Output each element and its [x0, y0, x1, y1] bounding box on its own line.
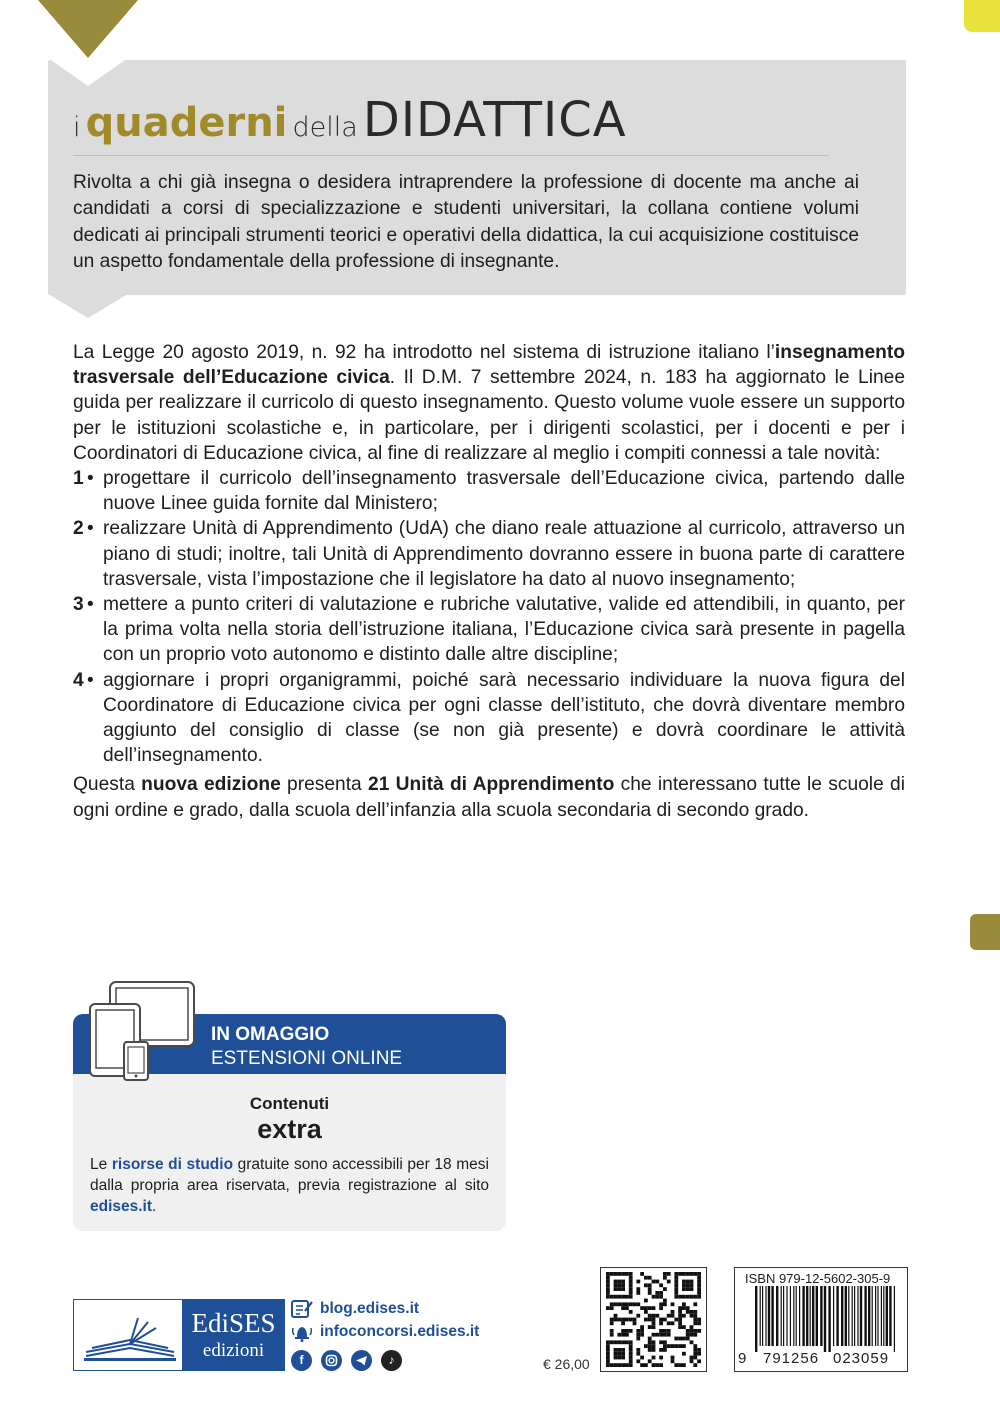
mid-right-gold-tab: [970, 914, 1000, 950]
list-item-text: aggiornare i propri organigrammi, poiché sarà necessario individuare la nuova figura del Coordinatore di Educazione civica per ogni classe dell’istituto, che dovrà diventare membro aggiunto del consiglio di classe (se non già presente) e dovrà coordinare le attività dell’insegnamento.: [103, 669, 905, 767]
omaggio-extra: extra: [257, 1114, 322, 1144]
series-panel-notch: [48, 58, 128, 86]
intro-text-continued: . Il D.M. 7 settembre 2024, n. 183 ha aggiornato le Linee guida per realizzare il curricolo di questo insegnamento. Questo volume vuole essere un supporto per le istituzioni scolastiche e, in particolare, per i dirigenti scolastici, per i docenti e per i Coordinatori di Educazione civica, al fine di realizzare al meglio i compiti connessi a tale novità:: [73, 367, 905, 464]
blog-link[interactable]: blog.edises.it: [320, 1300, 420, 1317]
info-link[interactable]: infoconcorsi.edises.it: [320, 1323, 480, 1340]
series-title-highlight: quaderni: [85, 100, 288, 146]
series-description: Rivolta a chi già insegna o desidera intraprendere la professione di docente ma anche ai candidati a corsi di specializzazione e studenti universitari, la collana contiene volumi dedicati ai principali strumenti teorici e operativi della didattica, la cui acquisizione costituisce un aspetto fondamentale della professione di insegnante.: [73, 172, 860, 272]
omaggio-desc-end: .: [152, 1198, 157, 1215]
devices-icon: [88, 980, 198, 1096]
facebook-icon[interactable]: f: [291, 1350, 312, 1371]
instagram-icon[interactable]: [321, 1350, 342, 1371]
closing-paragraph: [73, 772, 905, 822]
omaggio-desc-text-continued: gratuite sono accessibili per 18 mesi dalla propria area riservata, previa registrazione al sito: [90, 1156, 489, 1194]
omaggio-site-link[interactable]: edises.it: [90, 1198, 153, 1215]
series-panel-pointer: [48, 294, 128, 318]
publisher-sub: edizioni: [202, 1340, 265, 1361]
list-bullet: •: [87, 518, 94, 540]
closing-text-mid: presenta: [280, 774, 369, 796]
series-divider: [73, 155, 829, 156]
isbn-label: ISBN 979-12-5602-305-9: [745, 1271, 891, 1286]
list-item: [73, 516, 905, 592]
list-number: 3: [73, 594, 84, 616]
closing-text-end: che interessano tutte le scuole di ogni ordine e grado, dalla scuola dell’infanzia alla scuola secondaria di secondo grado.: [73, 774, 905, 821]
list-item: [73, 592, 905, 668]
tiktok-icon[interactable]: ♪: [381, 1350, 402, 1371]
intro-paragraph: [73, 340, 905, 466]
intro-bold-text: insegnamento trasversale dell’Educazione civica: [73, 342, 905, 389]
barcode-digits-left: 791256: [763, 1350, 820, 1367]
barcode-digit-first: 9: [738, 1350, 747, 1367]
omaggio-contenuti: Contenuti: [249, 1094, 330, 1113]
omaggio-desc-text: Le: [90, 1156, 112, 1173]
closing-bold-units: 21 Unità di Apprendimento: [368, 774, 615, 796]
list-item-text: progettare il curricolo dell’insegnamento trasversale dell’Educazione civica, partendo dalle nuove Linee guida fornite dal Ministero;: [103, 468, 905, 515]
list-item-text: realizzare Unità di Apprendimento (UdA) che diano reale attuazione al curricolo, attraverso un piano di studi; inoltre, tali Unità di Apprendimento dovranno essere in buona parte di carattere trasversale, vista l’impostazione che il legislatore ha dato al nuovo insegnamento;: [103, 518, 905, 590]
blog-icon: [291, 1299, 313, 1319]
omaggio-description: [90, 1154, 489, 1217]
omaggio-subtitle: ESTENSIONI ONLINE: [211, 1048, 403, 1069]
novelty-list: [73, 466, 905, 768]
qr-code-frame: [600, 1267, 707, 1372]
bell-icon: [291, 1322, 313, 1342]
closing-text: Questa: [73, 774, 142, 796]
list-item-text: mettere a punto criteri di valutazione e rubriche valutative, valide ed attendibili, in quanto, per la prima volta nella storia dell’istruzione italiana, l’Educazione civica sarà presente in pagella con un proprio voto autonomo e distinto dalle altre discipline;: [103, 594, 905, 666]
telegram-icon[interactable]: [351, 1350, 372, 1371]
barcode-digits-right: 023059: [833, 1350, 890, 1367]
list-item: [73, 668, 905, 769]
list-number: 4: [73, 669, 84, 691]
list-number: 2: [73, 518, 84, 540]
top-gold-triangle: [38, 0, 138, 58]
series-title: [73, 92, 627, 148]
series-title-prefix: i: [73, 112, 81, 143]
top-right-yellow-tab: [964, 0, 1000, 32]
edises-logo: [73, 1299, 285, 1371]
publisher-name: EdiSES: [191, 1308, 276, 1338]
series-title-middle: della: [292, 112, 358, 143]
closing-bold-edition: nuova edizione: [141, 774, 281, 796]
list-bullet: •: [87, 594, 94, 616]
series-title-main: DIDATTICA: [362, 92, 627, 148]
list-bullet: •: [87, 468, 94, 490]
qr-code[interactable]: [601, 1268, 706, 1371]
barcode: [753, 1286, 899, 1352]
list-bullet: •: [87, 669, 94, 691]
omaggio-title: IN OMAGGIO: [211, 1024, 330, 1045]
logo-brand-block: [182, 1300, 285, 1370]
back-cover-text: [73, 340, 905, 823]
isbn-barcode-frame: [734, 1267, 908, 1372]
open-book-icon: [78, 1304, 182, 1366]
omaggio-desc-highlight: risorse di studio: [111, 1156, 234, 1173]
price-label: € 26,00: [543, 1356, 590, 1372]
intro-text: La Legge 20 agosto 2019, n. 92 ha introdotto nel sistema di istruzione italiano l’: [73, 342, 775, 363]
list-item: [73, 466, 905, 516]
list-number: 1: [73, 468, 84, 490]
